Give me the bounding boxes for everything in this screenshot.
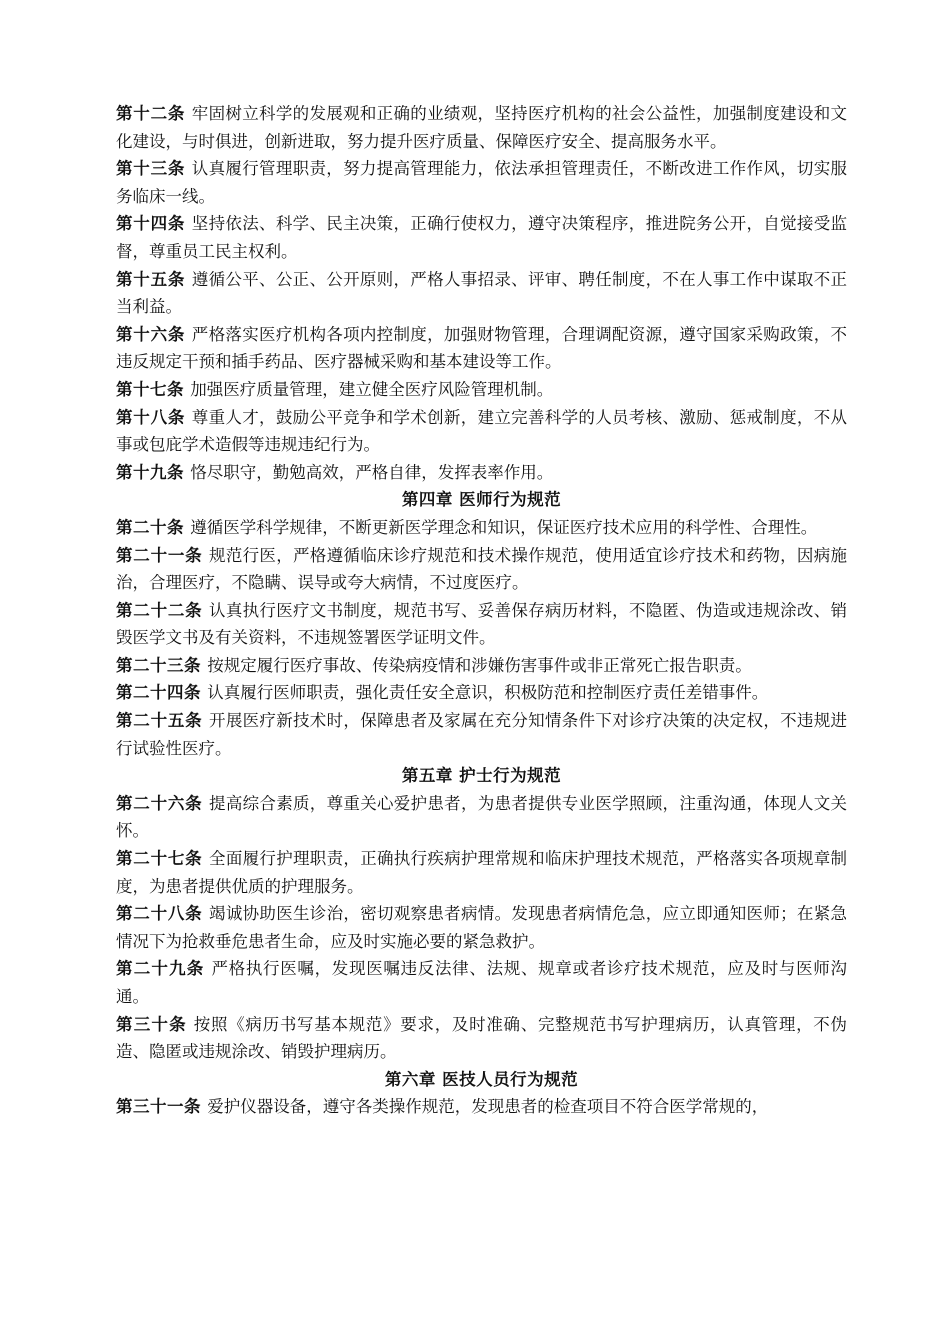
article-22	[116, 597, 847, 652]
article-text: 竭诚协助医生诊治，密切观察患者病情。发现患者病情危急，应立即通知医师；在紧急情况下为抢救垂危患者生命，应及时实施必要的紧急救护。	[116, 904, 848, 951]
article-number: 第二十四条	[116, 683, 201, 703]
article-30	[116, 1011, 847, 1066]
article-18	[116, 404, 847, 459]
article-number: 第二十九条	[116, 959, 205, 979]
article-14	[116, 210, 847, 265]
article-number: 第十三条	[116, 159, 186, 179]
article-number: 第二十三条	[116, 655, 201, 675]
chapter-heading-5: 第五章 护士行为规范	[401, 766, 562, 786]
article-text: 按照《病历书写基本规范》要求，及时准确、完整规范书写护理病历，认真管理，不伪造、隐匿或违规涂改、销毁护理病历。	[116, 1014, 848, 1062]
article-text: 认真履行管理职责，努力提高管理能力，依法承担管理责任，不断改进工作作风，切实服务临床一线。	[116, 159, 848, 206]
article-12	[116, 100, 847, 155]
article-text: 恪尽职守，勤勉高效，严格自律，发挥表率作用。	[190, 462, 554, 482]
article-text: 加强医疗质量管理，建立健全医疗风险管理机制。	[190, 379, 554, 399]
article-31	[116, 1093, 847, 1121]
article-number: 第十六条	[116, 324, 186, 344]
article-text: 认真履行医师职责，强化责任安全意识，积极防范和控制医疗责任差错事件。	[207, 683, 769, 703]
article-text: 爱护仪器设备，遵守各类操作规范，发现患者的检查项目不符合医学常规的，	[207, 1097, 769, 1117]
article-text: 尊重人才，鼓励公平竞争和学术创新，建立完善科学的人员考核、激励、惩戒制度，不从事或包庇学术造假等违规违纪行为。	[116, 407, 848, 455]
article-number: 第十九条	[116, 462, 184, 482]
article-number: 第十八条	[116, 407, 186, 427]
chapter-heading-4: 第四章 医师行为规范	[401, 490, 562, 510]
article-number: 第十五条	[116, 269, 186, 289]
article-text: 遵循医学科学规律，不断更新医学理念和知识，保证医疗技术应用的科学性、合理性。	[190, 517, 818, 537]
article-text: 全面履行护理职责，正确执行疾病护理常规和临床护理技术规范，严格落实各项规章制度，为患者提供优质的护理服务。	[116, 849, 848, 896]
article-number: 第二十条	[116, 517, 184, 537]
article-number: 第二十七条	[116, 849, 203, 869]
article-number: 第三十条	[116, 1014, 187, 1034]
article-text: 牢固树立科学的发展观和正确的业绩观，坚持医疗机构的社会公益性，加强制度建设和文化建设，与时俱进，创新进取，努力提升医疗质量、保障医疗安全、提高服务水平。	[116, 104, 848, 151]
article-26	[116, 790, 847, 845]
article-text: 遵循公平、公正、公开原则，严格人事招录、评审、聘任制度，不在人事工作中谋取不正当利益。	[116, 269, 848, 317]
article-21	[116, 542, 847, 597]
article-text: 开展医疗新技术时，保障患者及家属在充分知情条件下对诊疗决策的决定权，不违规进行试验性医疗。	[116, 711, 848, 758]
article-text: 严格执行医嘱，发现医嘱违反法律、法规、规章或者诊疗技术规范，应及时与医师沟通。	[116, 959, 848, 1006]
document-page	[116, 100, 847, 1121]
article-number: 第二十二条	[116, 600, 203, 620]
article-text: 坚持依法、科学、民主决策，正确行使权力，遵守决策程序，推进院务公开，自觉接受监督，尊重员工民主权利。	[116, 214, 848, 261]
article-number: 第十二条	[116, 104, 186, 123]
article-25	[116, 707, 847, 762]
article-number: 第二十八条	[116, 904, 203, 924]
article-number: 第十四条	[116, 214, 186, 234]
article-20	[116, 514, 847, 542]
article-23	[116, 652, 847, 680]
article-text: 严格落实医疗机构各项内控制度，加强财物管理，合理调配资源，遵守国家采购政策，不违反规定干预和插手药品、医疗器械采购和基本建设等工作。	[116, 324, 848, 372]
article-29	[116, 955, 847, 1010]
article-number: 第十七条	[116, 379, 184, 399]
article-number: 第二十六条	[116, 793, 203, 813]
article-17	[116, 376, 847, 404]
article-28	[116, 900, 847, 955]
article-19	[116, 459, 847, 487]
article-13	[116, 155, 847, 210]
article-15	[116, 266, 847, 321]
chapter-heading-6: 第六章 医技人员行为规范	[384, 1069, 579, 1089]
article-24	[116, 679, 847, 707]
article-number: 第二十五条	[116, 711, 203, 731]
article-text: 认真执行医疗文书制度，规范书写、妥善保存病历材料，不隐匿、伪造或违规涂改、销毁医学文书及有关资料，不违规签署医学证明文件。	[116, 600, 848, 648]
article-27	[116, 845, 847, 900]
article-text: 规范行医，严格遵循临床诊疗规范和技术操作规范，使用适宜诊疗技术和药物，因病施治，合理医疗，不隐瞒、误导或夸大病情，不过度医疗。	[116, 545, 848, 593]
article-text: 提高综合素质，尊重关心爱护患者，为患者提供专业医学照顾，注重沟通，体现人文关怀。	[116, 793, 848, 841]
article-16	[116, 321, 847, 376]
article-text: 按规定履行医疗事故、传染病疫情和涉嫌伤害事件或非正常死亡报告职责。	[207, 655, 752, 675]
article-number: 第三十一条	[116, 1097, 201, 1117]
article-number: 第二十一条	[116, 545, 203, 565]
